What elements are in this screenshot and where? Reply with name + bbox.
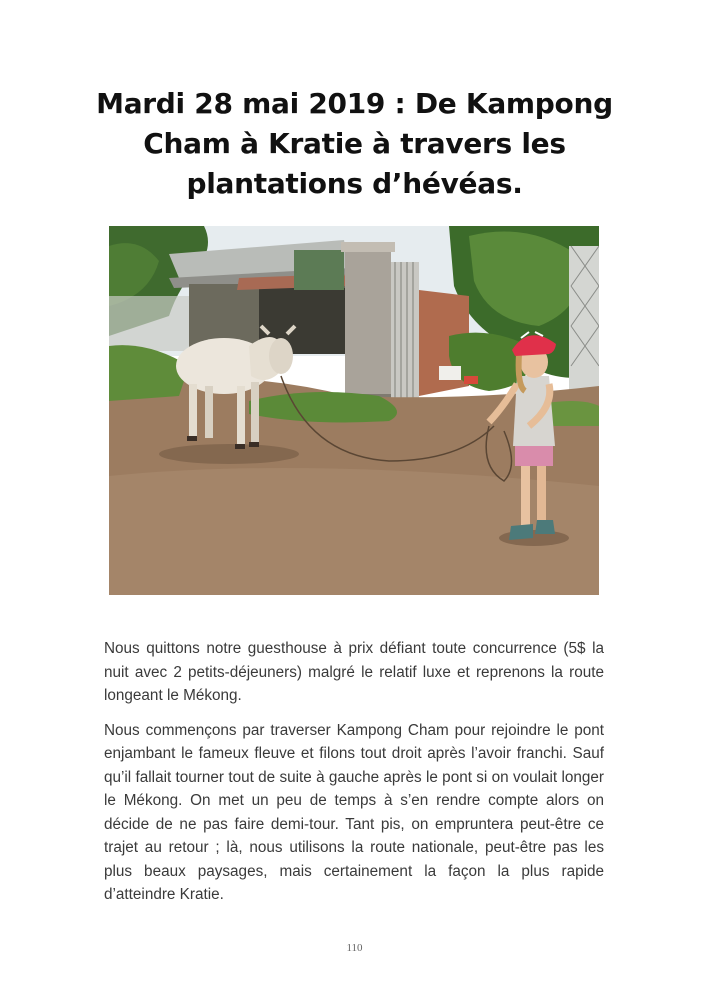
paragraph-1: Nous quittons notre guesthouse à prix défiant toute concurrence (5$ la nuit avec 2 petits-déjeuners) malgré le relatif luxe et reprenons la route longeant le Mékong. <box>104 640 604 704</box>
photo-girl-leading-cow <box>109 226 599 595</box>
page-number: 110 <box>346 942 363 954</box>
article-body <box>104 637 604 918</box>
paragraph-2: Nous commençons par traverser Kampong Cham pour rejoindre le pont enjambant le fameux fleuve et filons tout droit après l’avoir franchi. Sauf qu’il fallait tourner tout de suite à gauche après le pont si on voulait longer le Mékong. On met un peu de temps à s’en rendre compte alors on décide de ne pas faire demi-tour. Tant pis, on empruntera peut-être ce trajet au retour ; là, nous utilisons la route nationale, peut-être pas les plus beaux paysages, mais certainement la façon la plus rapide d’atteindre Kratie. <box>104 721 604 903</box>
page-title: Mardi 28 mai 2019 : De Kampong Cham à Kratie à travers les plantations d’hévéas. <box>96 87 613 200</box>
